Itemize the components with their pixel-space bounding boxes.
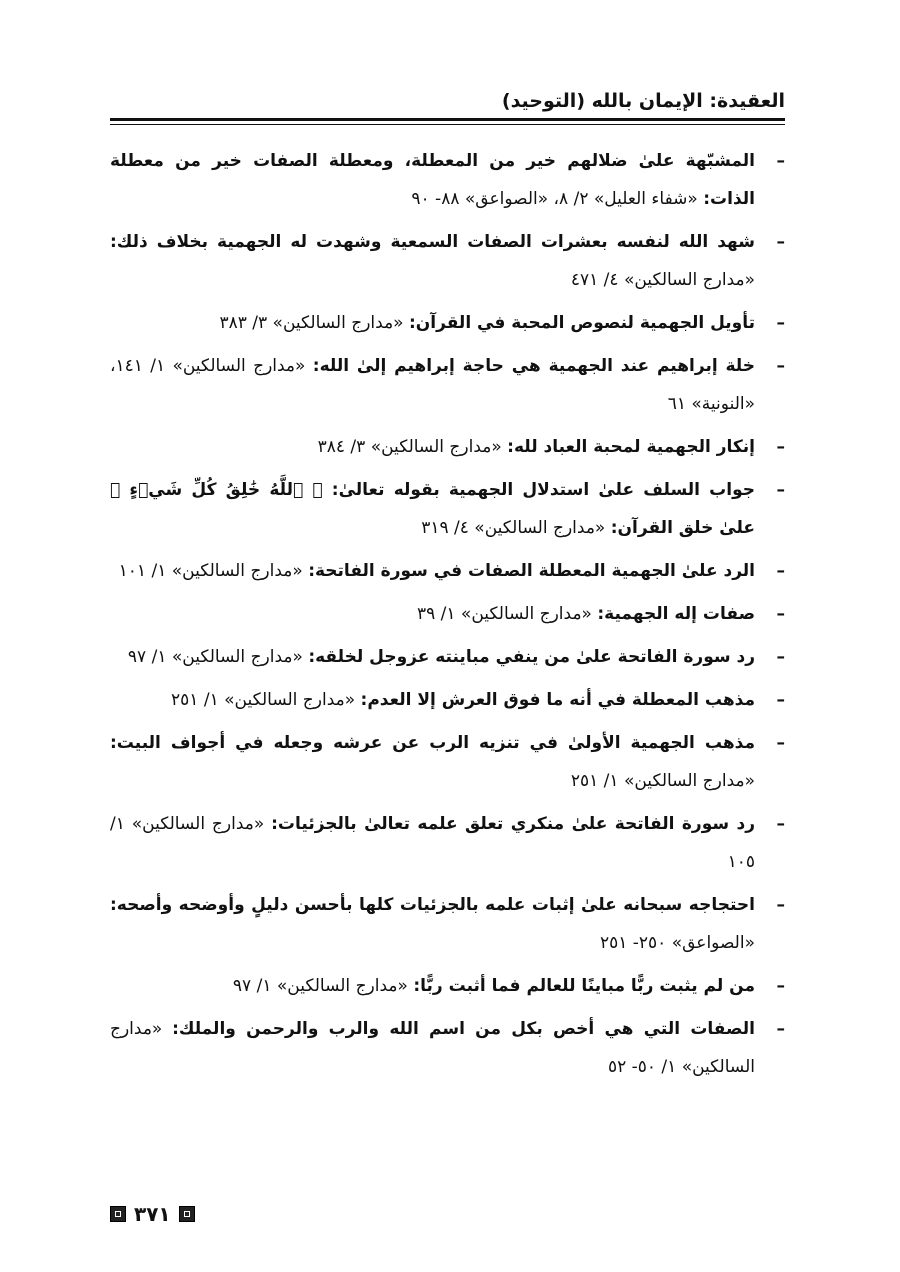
entry-topic: الصفات التي هي أخص بكل من اسم الله والرب والرحمن والملك: bbox=[172, 1019, 755, 1039]
entry-reference: «مدارج السالكين» ١/ ٩٧ bbox=[127, 647, 303, 667]
index-entry-list bbox=[110, 142, 785, 1091]
dash-marker: – bbox=[776, 690, 785, 710]
page-footer bbox=[110, 1202, 195, 1226]
entry-topic: صفات إله الجهمية: bbox=[597, 604, 755, 624]
index-entry bbox=[110, 886, 785, 962]
header-rule-thin bbox=[110, 124, 785, 125]
index-entry bbox=[110, 595, 785, 633]
entry-topic: رد سورة الفاتحة علىٰ من ينفي مباينته عزوجل لخلقه: bbox=[308, 647, 755, 667]
entry-topic: شهد الله لنفسه بعشرات الصفات السمعية وشهدت له الجهمية بخلاف ذلك: bbox=[110, 232, 755, 252]
header-rule-thick bbox=[110, 118, 785, 121]
dash-marker: – bbox=[776, 1019, 785, 1039]
entry-topic: مذهب الجهمية الأولىٰ في تنزيه الرب عن عرشه وجعله في أجواف البيت: bbox=[110, 733, 755, 753]
index-entry bbox=[110, 552, 785, 590]
dash-marker: – bbox=[776, 976, 785, 996]
running-header bbox=[110, 76, 785, 114]
index-entry bbox=[110, 428, 785, 466]
entry-topic: جواب السلف علىٰ استدلال الجهمية بقوله تعالىٰ: ﴿ ٱللَّهُ خَٰلِقُ كُلِّ شَيۡءٍ ﴾ علىٰ خلق القرآن: bbox=[110, 480, 755, 538]
dash-marker: – bbox=[776, 604, 785, 624]
entry-reference: «مدارج السالكين» ١/ ٢٥١ bbox=[570, 771, 755, 791]
entry-reference: «مدارج السالكين» ١/ ١٤١، «النونية» ٦١ bbox=[110, 356, 755, 414]
index-entry bbox=[110, 724, 785, 800]
entry-reference: «مدارج السالكين» ٣/ ٣٨٣ bbox=[219, 313, 404, 333]
dash-marker: – bbox=[776, 437, 785, 457]
dash-marker: – bbox=[776, 313, 785, 333]
entry-reference: «شفاء العليل» ٢/ ٨، «الصواعق» ٨٨- ٩٠ bbox=[411, 189, 698, 209]
entry-topic: احتجاجه سبحانه علىٰ إثبات علمه بالجزئيات كلها بأحسن دليلٍ وأوضحه وأصحه: bbox=[110, 895, 755, 915]
entry-topic: خلة إبراهيم عند الجهمية هي حاجة إبراهيم إلىٰ الله: bbox=[312, 356, 756, 376]
dash-marker: – bbox=[776, 814, 785, 834]
index-entry bbox=[110, 142, 785, 218]
index-entry bbox=[110, 638, 785, 676]
entry-reference: «الصواعق» ٢٥٠- ٢٥١ bbox=[599, 933, 755, 953]
page-number: ٣٧١ bbox=[134, 1202, 171, 1226]
entry-reference: «مدارج السالكين» ٤/ ٣١٩ bbox=[421, 518, 606, 538]
index-entry bbox=[110, 967, 785, 1005]
entry-topic: من لم يثبت ربًّا مباينًا للعالم فما أثبت ربًّا: bbox=[413, 976, 755, 996]
entry-topic: المشبّهة علىٰ ضلالهم خير من المعطلة، ومعطلة الصفات خير من معطلة الذات: bbox=[110, 151, 755, 209]
header-title: العقيدة: الإيمان بالله (التوحيد) bbox=[501, 90, 785, 112]
entry-reference: «مدارج السالكين» ٤/ ٤٧١ bbox=[570, 270, 755, 290]
dash-marker: – bbox=[776, 647, 785, 667]
dash-marker: – bbox=[776, 733, 785, 753]
document-page bbox=[110, 76, 785, 1226]
entry-reference: «مدارج السالكين» ١/ ٩٧ bbox=[232, 976, 408, 996]
ornament-icon bbox=[179, 1206, 195, 1222]
dash-marker: – bbox=[776, 480, 785, 500]
entry-topic: رد سورة الفاتحة علىٰ منكري تعلق علمه تعالىٰ بالجزئيات: bbox=[271, 814, 755, 834]
index-entry bbox=[110, 347, 785, 423]
entry-reference: «مدارج السالكين» ١/ ١٠٥ bbox=[110, 814, 755, 872]
entry-reference: «مدارج السالكين» ١/ ١٠١ bbox=[118, 561, 303, 581]
entry-topic: الرد علىٰ الجهمية المعطلة الصفات في سورة الفاتحة: bbox=[308, 561, 755, 581]
dash-marker: – bbox=[776, 356, 785, 376]
entry-topic: إنكار الجهمية لمحبة العباد لله: bbox=[507, 437, 755, 457]
index-entry bbox=[110, 681, 785, 719]
index-entry bbox=[110, 1010, 785, 1086]
index-entry bbox=[110, 805, 785, 881]
entry-reference: «مدارج السالكين» ١/ ٥٠- ٥٢ bbox=[110, 1019, 755, 1077]
entry-topic: تأويل الجهمية لنصوص المحبة في القرآن: bbox=[408, 313, 755, 333]
entry-reference: «مدارج السالكين» ١/ ٣٩ bbox=[416, 604, 592, 624]
entry-reference: «مدارج السالكين» ١/ ٢٥١ bbox=[171, 690, 356, 710]
dash-marker: – bbox=[776, 151, 785, 171]
dash-marker: – bbox=[776, 232, 785, 252]
entry-topic: مذهب المعطلة في أنه ما فوق العرش إلا العدم: bbox=[360, 690, 755, 710]
dash-marker: – bbox=[776, 561, 785, 581]
index-entry bbox=[110, 471, 785, 547]
entry-reference: «مدارج السالكين» ٣/ ٣٨٤ bbox=[317, 437, 502, 457]
index-entry bbox=[110, 304, 785, 342]
ornament-icon bbox=[110, 1206, 126, 1222]
index-entry bbox=[110, 223, 785, 299]
dash-marker: – bbox=[776, 895, 785, 915]
